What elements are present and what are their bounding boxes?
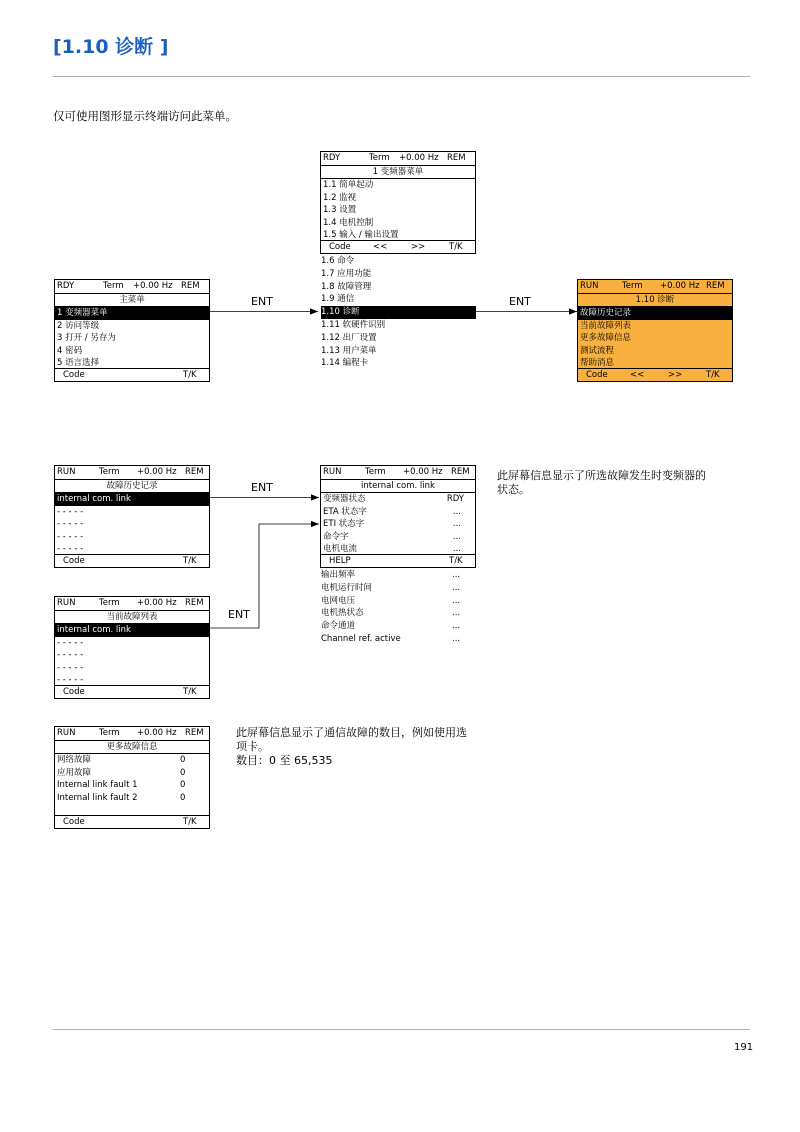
ent-label-2: ENT — [509, 295, 531, 308]
menu-item-language[interactable]: 5 语言选择 — [57, 358, 100, 368]
menu-item-io-settings[interactable]: 1.5 输入 / 输出设置 — [323, 230, 399, 240]
fault-entry[interactable]: internal com. link — [55, 493, 209, 506]
tk-softkey[interactable]: T/K — [449, 242, 463, 252]
fault-entry[interactable]: - - - - - — [57, 650, 84, 660]
screen-title: 故障历史记录 — [55, 480, 209, 494]
fault-entry[interactable]: - - - - - — [57, 531, 84, 542]
menu-item-simple-start[interactable]: 1.1 简单起动 — [323, 180, 374, 190]
param-value: 0 — [180, 755, 186, 765]
next-softkey[interactable]: >> — [668, 370, 683, 380]
fault-entry[interactable]: - - - - - — [57, 544, 84, 554]
frequency-text: +0.00 Hz — [137, 467, 177, 477]
help-softkey[interactable]: HELP — [329, 556, 351, 566]
param-value: ... — [452, 633, 461, 644]
status-text: RDY — [323, 153, 341, 163]
screen-title: 当前故障列表 — [55, 611, 209, 625]
fault-entry[interactable]: - - - - - — [57, 675, 84, 685]
frequency-text: +0.00 Hz — [133, 281, 173, 291]
menu-item-monitor[interactable]: 1.2 监视 — [323, 192, 357, 203]
menu-item-fault-history[interactable]: 故障历史记录 — [578, 307, 732, 320]
menu-item-drive[interactable]: 1 变频器菜单 — [55, 307, 209, 320]
menu-item-programming-card[interactable]: 1.14 编程卡 — [321, 358, 369, 369]
more-info-note — [236, 726, 486, 768]
output-frequency-row[interactable] — [321, 569, 476, 582]
screen-title: 主菜单 — [55, 294, 209, 308]
code-softkey[interactable]: Code — [586, 370, 608, 380]
tk-softkey[interactable]: T/K — [706, 370, 720, 380]
menu-item-motor-control[interactable]: 1.4 电机控制 — [323, 217, 374, 228]
screen-header — [55, 727, 209, 741]
menu-item-communication[interactable]: 1.9 通信 — [321, 294, 355, 305]
internal-link-fault-1-row[interactable] — [55, 779, 209, 792]
fault-detail-more-items — [321, 569, 476, 646]
status-text: RUN — [323, 467, 342, 477]
note-line: 数目：0 至 65,535 — [236, 754, 333, 767]
channel-text: REM — [185, 728, 204, 738]
frequency-text: +0.00 Hz — [399, 153, 439, 163]
page-number: 191 — [734, 1042, 754, 1053]
fault-entry[interactable]: - - - - - — [57, 637, 84, 648]
screen-title: 1 变频器菜单 — [321, 166, 475, 180]
tk-softkey[interactable]: T/K — [183, 370, 197, 380]
param-value: ... — [452, 531, 461, 542]
channel-text: REM — [185, 598, 204, 608]
param-value: 0 — [180, 792, 186, 803]
previous-softkey[interactable]: << — [373, 242, 388, 252]
menu-item-settings[interactable]: 1.3 设置 — [323, 205, 357, 215]
fault-entry[interactable]: - - - - - — [57, 506, 84, 517]
eta-status-row[interactable] — [321, 506, 475, 519]
param-label: 变频器状态 — [323, 494, 366, 504]
screen-header — [321, 152, 475, 166]
frequency-text: +0.00 Hz — [660, 281, 700, 291]
frequency-text: +0.00 Hz — [137, 728, 177, 738]
ent-label-3: ENT — [251, 481, 273, 494]
screen-title: 1.10 诊断 — [578, 294, 732, 308]
menu-item-fault-management[interactable]: 1.8 故障管理 — [321, 281, 372, 292]
param-value: 0 — [180, 767, 186, 778]
tk-softkey[interactable]: T/K — [183, 556, 197, 566]
ent-label-1: ENT — [251, 295, 273, 308]
param-label: 输出频率 — [321, 570, 356, 580]
mode-text: Term — [369, 153, 390, 163]
param-value: 0 — [180, 780, 186, 790]
param-value: ... — [452, 544, 461, 554]
menu-item-test-procedures[interactable]: 测试流程 — [580, 345, 615, 356]
fault-entry[interactable]: - - - - - — [57, 519, 84, 529]
menu-item-diagnostics[interactable]: 1.10 诊断 — [321, 306, 476, 319]
channel-text: REM — [181, 281, 200, 291]
menu-item-open-save[interactable]: 3 打开 / 另存为 — [57, 333, 116, 343]
network-fault-row[interactable] — [55, 754, 209, 767]
param-value: ... — [452, 621, 461, 632]
param-label: 电机电流 — [323, 544, 358, 554]
note-line: 项卡。 — [236, 740, 269, 753]
param-label: 电网电压 — [321, 595, 356, 606]
screen-footer — [55, 554, 209, 567]
menu-item-user-menu[interactable]: 1.13 用户菜单 — [321, 345, 377, 356]
channel-ref-active-row[interactable] — [321, 633, 476, 646]
mode-text: Term — [99, 598, 120, 608]
menu-item-more-fault-info[interactable]: 更多故障信息 — [580, 333, 632, 343]
fault-entry[interactable]: internal com. link — [55, 624, 209, 637]
menu-item-application-functions[interactable]: 1.7 应用功能 — [321, 268, 372, 279]
mode-text: Term — [103, 281, 124, 291]
param-label: Internal link fault 1 — [57, 780, 138, 790]
code-softkey[interactable]: Code — [63, 817, 85, 827]
intro-text: 仅可使用图形显示终端访问此菜单。 — [53, 109, 237, 123]
motor-thermal-state-row[interactable] — [321, 607, 476, 620]
param-label: ETI 状态字 — [323, 519, 365, 529]
param-label: 应用故障 — [57, 767, 92, 778]
param-label: 电机运行时间 — [321, 582, 373, 593]
code-softkey[interactable]: Code — [63, 687, 85, 697]
screen-footer — [55, 685, 209, 698]
param-value: ... — [452, 595, 461, 606]
screen-header — [321, 466, 475, 480]
application-fault-row[interactable] — [55, 767, 209, 780]
param-value: ... — [452, 608, 461, 619]
note-line: 此屏幕信息显示了通信故障的数目，例如使用选 — [236, 726, 467, 739]
param-value: ... — [452, 582, 461, 593]
screen-footer — [321, 554, 475, 567]
eti-status-row[interactable] — [321, 518, 475, 531]
bottom-divider — [53, 1029, 750, 1030]
mode-text: Term — [365, 467, 386, 477]
note-line: 状态。 — [497, 483, 530, 496]
internal-link-fault-2-row[interactable] — [55, 792, 209, 805]
tk-softkey[interactable]: T/K — [449, 556, 463, 566]
param-label: 命令通道 — [321, 621, 356, 632]
screen-footer — [55, 815, 209, 828]
channel-text: REM — [451, 467, 470, 477]
screen-footer — [321, 240, 475, 253]
param-value: ... — [452, 506, 461, 517]
mains-voltage-row[interactable] — [321, 595, 476, 608]
menu-item-help-messages[interactable]: 帮助消息 — [580, 358, 615, 368]
param-value: ... — [452, 570, 461, 580]
menu-item-current-faults[interactable]: 当前故障列表 — [580, 320, 632, 331]
drive-menu-more-items — [321, 255, 476, 370]
menu-item-password[interactable]: 4 密码 — [57, 345, 83, 356]
motor-run-time-row[interactable] — [321, 582, 476, 595]
status-text: RUN — [57, 728, 76, 738]
screen-title: internal com. link — [321, 480, 475, 494]
status-text: RDY — [57, 281, 75, 291]
next-softkey[interactable]: >> — [411, 242, 426, 252]
param-label: 网络故障 — [57, 755, 92, 765]
main-menu-screen — [54, 279, 210, 382]
code-softkey[interactable]: Code — [63, 370, 85, 380]
fault-history-screen — [54, 465, 210, 568]
screen-footer — [578, 368, 732, 381]
ent-label-4: ENT — [228, 608, 250, 621]
page-title: [1.10 诊断 ] — [53, 36, 169, 58]
fault-entry[interactable]: - - - - - — [57, 662, 84, 673]
menu-item-identification[interactable]: 1.11 软硬件识别 — [321, 319, 386, 330]
screen-header — [55, 466, 209, 480]
channel-text: REM — [447, 153, 466, 163]
drive-state-row[interactable] — [321, 493, 475, 506]
code-softkey[interactable]: Code — [63, 556, 85, 566]
status-text: RUN — [57, 598, 76, 608]
code-softkey[interactable]: Code — [329, 242, 351, 252]
fault-detail-screen — [320, 465, 476, 568]
param-value: ... — [452, 519, 461, 529]
menu-item-factory-settings[interactable]: 1.12 出厂设置 — [321, 332, 377, 343]
param-label: Channel ref. active — [321, 633, 401, 644]
param-value: RDY — [446, 494, 464, 504]
status-text: RUN — [57, 467, 76, 477]
param-label: Internal link fault 2 — [57, 792, 138, 803]
command-channel-row[interactable] — [321, 620, 476, 633]
screen-title: 更多故障信息 — [55, 741, 209, 755]
diagnostics-screen — [577, 279, 733, 382]
screen-header — [55, 597, 209, 611]
mode-text: Term — [622, 281, 643, 291]
frequency-text: +0.00 Hz — [403, 467, 443, 477]
menu-item-access-level[interactable]: 2 访问等级 — [57, 320, 100, 331]
screen-header — [578, 280, 732, 294]
param-label: 电机热状态 — [321, 608, 364, 619]
drive-menu-screen — [320, 151, 476, 254]
param-label: 命令字 — [323, 531, 349, 542]
tk-softkey[interactable]: T/K — [183, 687, 197, 697]
channel-text: REM — [185, 467, 204, 477]
mode-text: Term — [99, 467, 120, 477]
note-line: 此屏幕信息显示了所选故障发生时变频器的 — [497, 469, 706, 482]
fault-detail-note — [497, 469, 747, 497]
current-faults-screen — [54, 596, 210, 699]
previous-softkey[interactable]: << — [630, 370, 645, 380]
channel-text: REM — [706, 281, 725, 291]
param-label: ETA 状态字 — [323, 506, 367, 517]
menu-item-command[interactable]: 1.6 命令 — [321, 256, 355, 266]
command-word-row[interactable] — [321, 531, 475, 544]
frequency-text: +0.00 Hz — [137, 598, 177, 608]
status-text: RUN — [580, 281, 599, 291]
screen-header — [55, 280, 209, 294]
mode-text: Term — [99, 728, 120, 738]
tk-softkey[interactable]: T/K — [183, 817, 197, 827]
screen-footer — [55, 368, 209, 381]
more-fault-info-screen — [54, 726, 210, 829]
